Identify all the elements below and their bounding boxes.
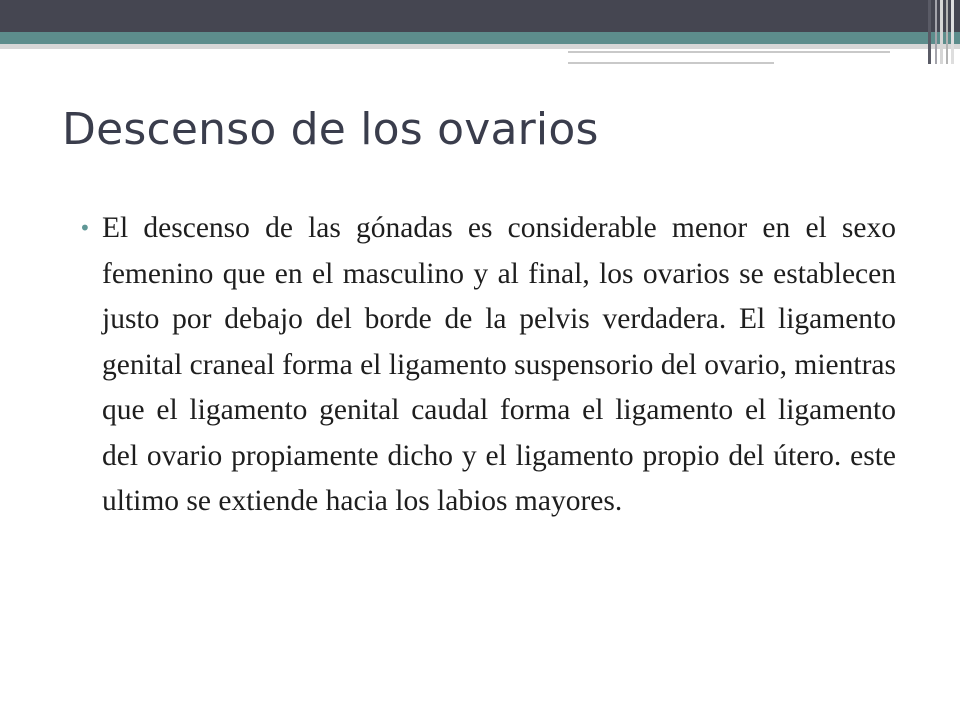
corner-stripe [940,0,943,64]
corner-stripe [935,0,937,64]
header-accent-line [568,51,890,53]
corner-stripe [946,0,948,64]
corner-stripe [928,0,931,64]
header-band-teal [0,32,960,44]
bullet-item [76,206,896,525]
header-accent-line [568,62,774,64]
corner-stripe [951,0,954,64]
header-band-dark [0,0,960,32]
slide-title: Descenso de los ovarios [62,104,599,155]
bullet-marker: • [79,216,91,240]
bullet-text: El descenso de las gónadas es considerable menor en el sexo femenino que en el masculino y al final, los ovarios se establecen justo por debajo del borde de la pelvis verdadera. El ligamento genital craneal forma el ligamento suspensorio del ovario, mientras que el ligamento genital caudal forma el ligamento el ligamento del ovario propiamente dicho y el ligamento propio del útero. este ultimo se extiende hacia los labios mayores. [102,212,896,517]
bullet-list [76,206,896,525]
header-band-gray [0,44,960,49]
